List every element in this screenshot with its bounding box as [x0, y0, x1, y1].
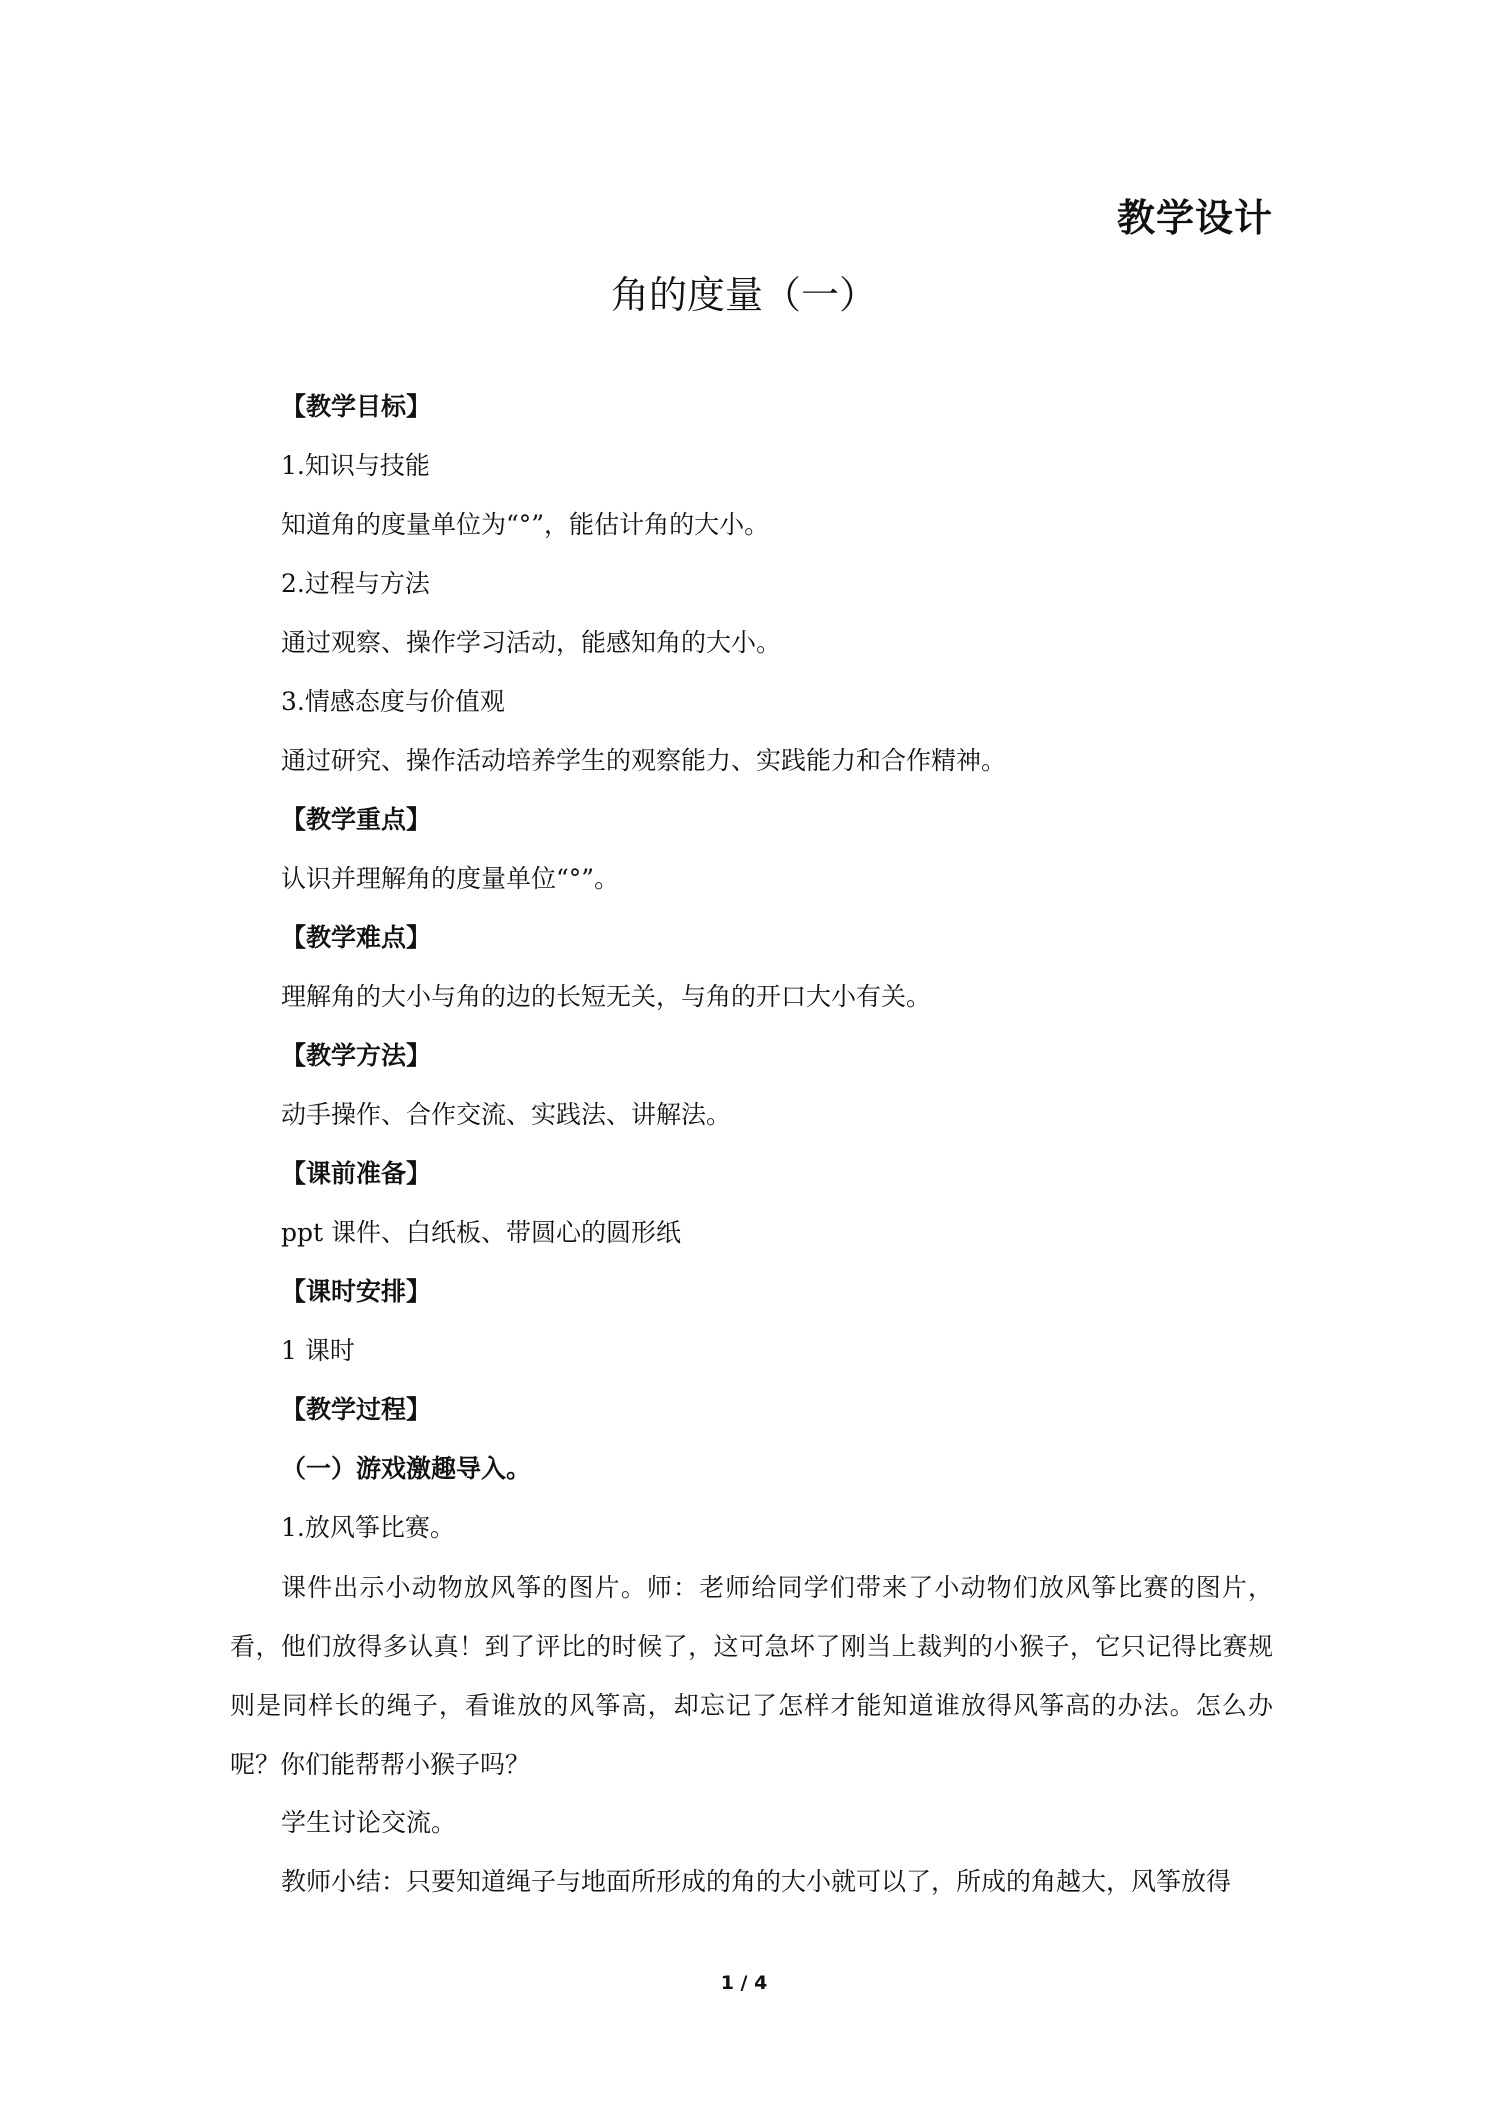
- objectives-heading: 【教学目标】: [281, 392, 432, 421]
- objective-2-text: 通过观察、操作学习活动，能感知角的大小。: [281, 628, 782, 657]
- part-1-paragraph: 课件出示小动物放风筝的图片。师：老师给同学们带来了小动物们放风筝比赛的图片，看，他们放得多认真！到了评比的时候了，这可急坏了刚当上裁判的小猴子，它只记得比赛规则是同样长的绳子，看谁放的风筝高，却忘记了怎样才能知道谁放得风筝高的办法。怎么办呢？你们能帮帮小猴子吗？: [230, 1573, 1273, 1779]
- part-1-item-1: 1.放风筝比赛。: [281, 1513, 455, 1542]
- method-heading: 【教学方法】: [281, 1041, 432, 1070]
- discussion-text: 学生讨论交流。: [281, 1808, 457, 1837]
- difficulty-text: 理解角的大小与角的边的长短无关，与角的开口大小有关。: [281, 982, 932, 1011]
- teacher-summary-text: 教师小结：只要知道绳子与地面所形成的角的大小就可以了，所成的角越大，风筝放得: [281, 1867, 1232, 1896]
- schedule-heading: 【课时安排】: [281, 1277, 432, 1306]
- objective-2-title: 2.过程与方法: [281, 569, 430, 598]
- key-points-heading: 【教学重点】: [281, 805, 432, 834]
- objective-1-title: 1.知识与技能: [281, 451, 430, 480]
- schedule-text: 1 课时: [281, 1336, 355, 1365]
- process-heading: 【教学过程】: [281, 1395, 432, 1424]
- objective-3-text: 通过研究、操作活动培养学生的观察能力、实践能力和合作精神。: [281, 746, 1007, 775]
- difficulty-heading: 【教学难点】: [281, 923, 432, 952]
- key-points-text: 认识并理解角的度量单位“°”。: [281, 864, 620, 893]
- part-1-heading: （一）游戏激趣导入。: [281, 1454, 532, 1483]
- lesson-title: 角的度量（一）: [610, 273, 877, 317]
- page-number: 1 / 4: [720, 1972, 768, 1994]
- document-header-title: 教学设计: [1116, 196, 1273, 240]
- method-text: 动手操作、合作交流、实践法、讲解法。: [281, 1100, 732, 1129]
- objective-3-title: 3.情感态度与价值观: [281, 687, 505, 716]
- objective-1-text: 知道角的度量单位为“°”，能估计角的大小。: [281, 510, 770, 539]
- preparation-text: ppt 课件、白纸板、带圆心的圆形纸: [281, 1218, 682, 1247]
- preparation-heading: 【课前准备】: [281, 1159, 432, 1188]
